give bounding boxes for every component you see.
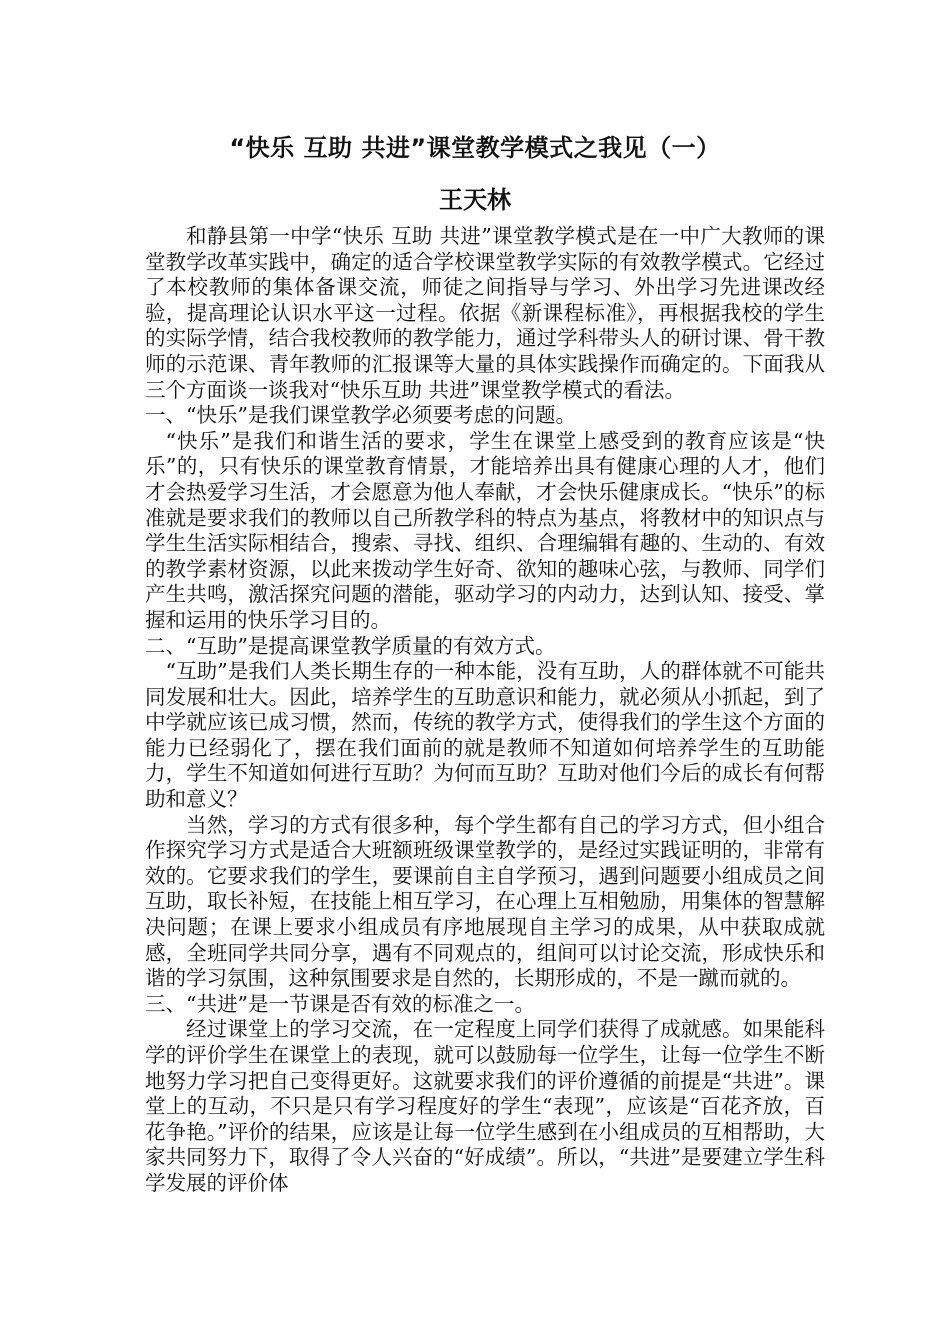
paragraph-section-2a: “互助”是我们人类长期生存的一种本能，没有互助，人的群体就不可能共同发展和壮大。因此，培养学生的互助意识和能力，就必须从小抓起，到了中学就应该已成习惯，然而，传统的教学方式，使得我们的学生这个方面的能力已经弱化了，摆在我们面前的就是教师不知道如何培养学生的互助能力，学生不知道如何进行互助？为何而互助？互助对他们今后的成长有何帮助和意义？ xyxy=(145,659,825,812)
section-heading-1: 一、“快乐”是我们课堂教学必须要考虑的问题。 xyxy=(145,403,576,428)
author-name: 王天林 xyxy=(439,186,511,214)
paragraph-intro: 和静县第一中学“快乐 互助 共进”课堂教学模式是在一中广大教师的课堂教学改革实践中，确定的适合学校课堂教学实际的有效教学模式。它经过了本校教师的集体备课交流，师徒之间指导与学习、外出学习先进课改经验，提高理论认识水平这一过程。依据《新课程标准》，再根据我校的学生的实际学情，结合我校教师的教学能力，通过学科带头人的研讨课、骨干教师的示范课、青年教师的汇报课等大量的具体实践操作而确定的。下面我从三个方面谈一谈我对“快乐互助 共进”课堂教学模式的看法。 xyxy=(145,224,825,402)
paragraph-section-1: “快乐”是我们和谐生活的要求，学生在课堂上感受到的教育应该是“快乐”的，只有快乐的课堂教育情景，才能培养出具有健康心理的人才，他们才会热爱学习生活，才会愿意为他人奉献，才会快乐健康成长。“快乐”的标准就是要求我们的教师以自己所教学科的特点为基点，将教材中的知识点与学生生活实际相结合，搜索、寻找、组织、合理编辑有趣的、生动的、有效的教学素材资源，以此来拨动学生好奇、欲知的趣味心弦，与教师、同学们产生共鸣，激活探究问题的潜能，驱动学习的内动力，达到认知、接受、掌握和运用的快乐学习目的。 xyxy=(145,428,825,632)
paragraph-section-3: 经过课堂上的学习交流，在一定程度上同学们获得了成就感。如果能科学的评价学生在课堂上的表现，就可以鼓励每一位学生，让每一位学生不断地努力学习把自己变得更好。这就要求我们的评价遵循的前提是“共进”。课堂上的互动，不只是只有学习程度好的学生“表现”，应该是“百花齐放，百花争艳。”评价的结果，应该是让每一位学生感到在小组成员的互相帮助，大家共同努力下，取得了令人兴奋的“好成绩”。所以，“共进”是要建立学生科学发展的评价体 xyxy=(145,1017,825,1195)
section-heading-2: 二、“互助”是提高课堂教学质量的有效方式。 xyxy=(145,633,556,658)
document-title: “快乐 互助 共进”课堂教学模式之我见（一） xyxy=(229,134,721,162)
section-heading-3: 三、“共进”是一节课是否有效的标准之一。 xyxy=(145,991,535,1016)
document-body xyxy=(145,224,825,1197)
paragraph-section-2b: 当然，学习的方式有很多种，每个学生都有自己的学习方式，但小组合作探究学习方式是适合大班额班级课堂教学的，是经过实践证明的，非常有效的。它要求我们的学生，要课前自主自学预习，遇到问题要小组成员之间互助，取长补短，在技能上相互学习，在心理上互相勉励，用集体的智慧解决问题；在课上要求小组成员有序地展现自主学习的成果，从中获取成就感，全班同学共同分享，遇有不同观点的，组间可以讨论交流，形成快乐和谐的学习氛围，这种氛围要求是自然的，长期形成的，不是一蹴而就的。 xyxy=(145,812,825,991)
